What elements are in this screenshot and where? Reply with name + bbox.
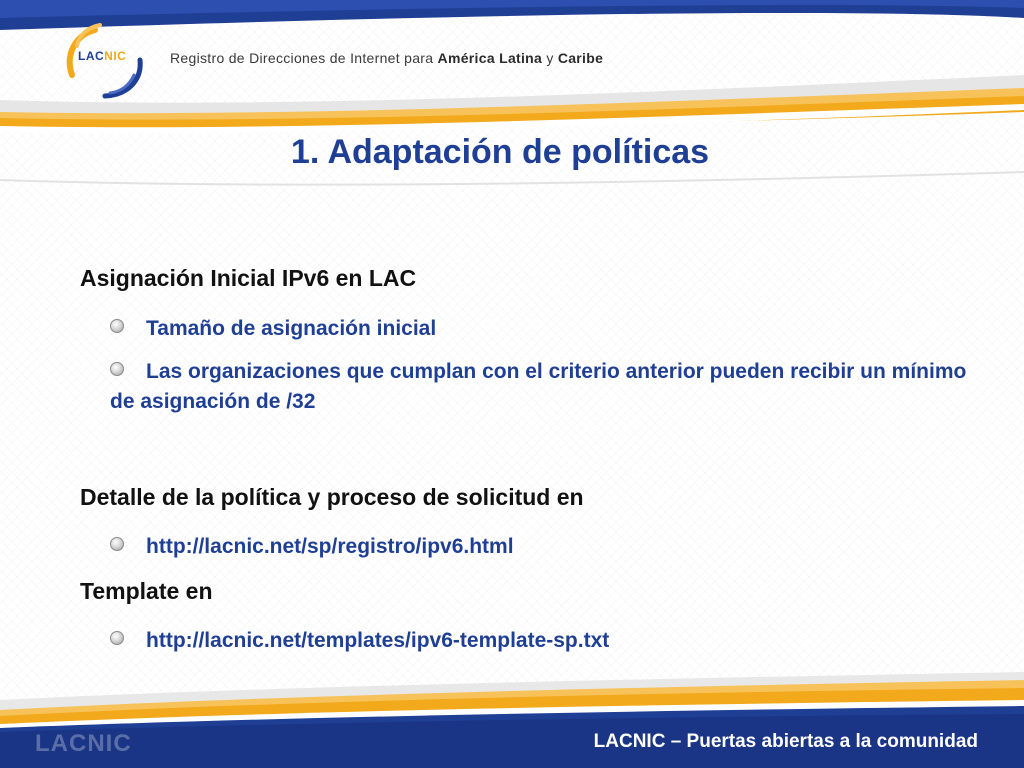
footer-logo-watermark: LACNIC [35,730,132,757]
header-tagline: Registro de Direcciones de Internet para América Latina y Caribe [170,50,604,66]
section-heading-asignacion: Asignación Inicial IPv6 en LAC [80,265,417,291]
footer-slogan: LACNIC – Puertas abiertas a la comunidad [593,731,978,752]
bullet-icon [110,319,124,333]
bullet-icon [110,362,124,376]
logo-wordmark: LACNIC [78,49,127,63]
section-heading-detalle: Detalle de la política y proceso de solicitud en [80,484,584,510]
bullet-icon [110,537,124,551]
bullet-item [110,626,970,656]
policy-link[interactable]: http://lacnic.net/sp/registro/ipv6.html [146,535,514,558]
section-heading-template: Template en [80,578,213,604]
bullet-icon [110,631,124,645]
bullet-item: Tamaño de asignación inicial [110,314,970,344]
bullet-item [110,532,970,562]
template-link[interactable]: http://lacnic.net/templates/ipv6-template-sp.txt [146,629,610,652]
bullet-item: Las organizaciones que cumplan con el criterio anterior pueden recibir un mínimo de asignación de /32 [110,360,967,413]
slide-title: 1. Adaptación de políticas [290,133,710,171]
